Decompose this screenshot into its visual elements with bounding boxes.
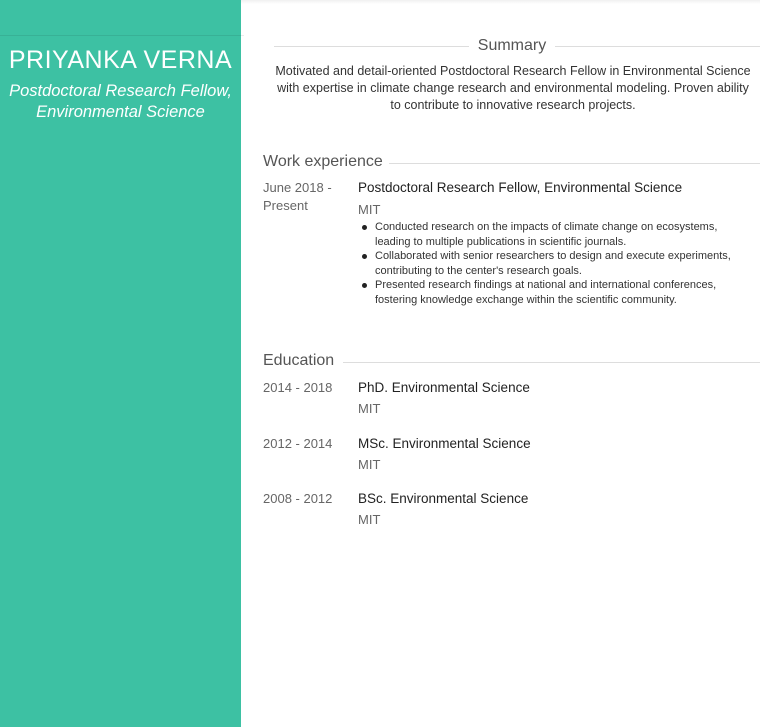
profile-role-line2: Environmental Science [36, 103, 205, 121]
education-degree: BSc. Environmental Science [358, 491, 529, 506]
education-org: MIT [358, 512, 381, 527]
bullet-dot [362, 283, 367, 288]
summary-heading-label: Summary [477, 37, 547, 54]
work-date-end: Present [263, 198, 308, 213]
sidebar [0, 0, 241, 727]
divider-right [555, 46, 760, 47]
education-degree: PhD. Environmental Science [358, 380, 530, 395]
education-org: MIT [358, 457, 381, 472]
education-org: MIT [358, 401, 381, 416]
list-item: Collaborated with senior researchers to design and execute experiments, contributing to the center's research goals. [358, 249, 750, 278]
profile-role [0, 81, 241, 123]
list-item: Conducted research on the impacts of climate change on ecosystems, leading to multiple publications in scientific journals. [358, 220, 750, 249]
summary-heading [274, 36, 760, 58]
education-heading-label: Education [263, 352, 335, 369]
work-date [263, 179, 343, 215]
education-date: 2012 - 2014 [263, 436, 333, 451]
work-heading-label: Work experience [263, 153, 383, 170]
divider [343, 362, 760, 363]
profile-role-line1: Postdoctoral Research Fellow, [9, 82, 232, 100]
work-org: MIT [358, 202, 381, 217]
profile-name: PRIYANKA VERNA [8, 46, 233, 74]
resume-main [241, 0, 760, 727]
bullet-dot [362, 254, 367, 259]
work-heading [263, 153, 760, 175]
education-date: 2008 - 2012 [263, 491, 333, 506]
education-date: 2014 - 2018 [263, 380, 333, 395]
top-shadow [241, 0, 760, 4]
list-item: Presented research findings at national and international conferences, fostering knowledge exchange within the scientific community. [358, 278, 750, 307]
sidebar-divider [0, 35, 244, 36]
work-title: Postdoctoral Research Fellow, Environmental Science [358, 180, 683, 195]
summary-text: Motivated and detail-oriented Postdoctoral Research Fellow in Environmental Science with expertise in climate change research and environmental modeling. Proven ability to contribute to innovative research projects. [275, 64, 751, 112]
education-degree: MSc. Environmental Science [358, 436, 531, 451]
divider-left [274, 46, 469, 47]
bullet-dot [362, 225, 367, 230]
divider [389, 163, 760, 164]
work-bullets [358, 220, 750, 307]
education-heading [263, 352, 760, 374]
work-date-start: June 2018 - [263, 180, 332, 195]
